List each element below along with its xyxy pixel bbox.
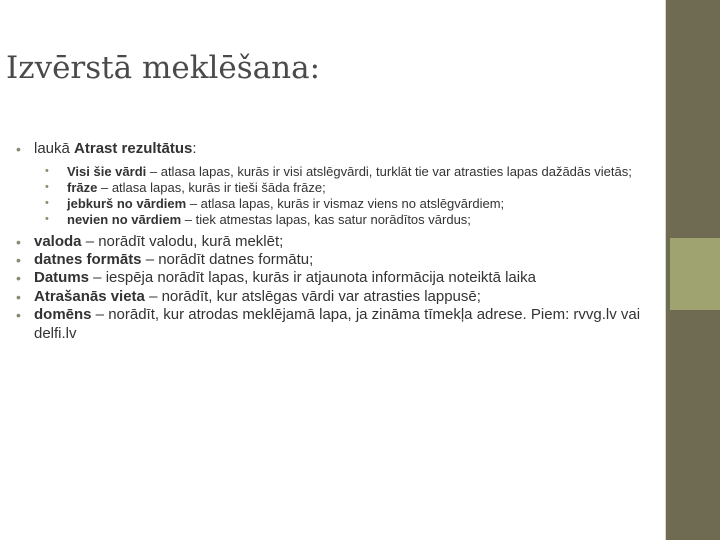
bullet-icon: • [16,270,21,287]
list-item-intro: • laukā Atrast rezultātus: [16,140,197,157]
bullet-icon: • [45,212,49,225]
bullet-icon: • [16,307,21,324]
bullet-icon: • [16,252,21,268]
sub-list-item: • Visi šie vārdi – atlasa lapas, kurās ir visi atslēgvārdi, turklāt tie var atrasties lapas dažādās vietās; [45,164,632,180]
bullet-icon: • [45,197,49,209]
list-item: • datnes formāts – norādīt datnes formātu; [16,251,314,268]
list-item: • domēns – norādīt, kur atrodas meklējamā lapa, ja zināma tīmekļa adrese. Piem: rvvg.lv vai delfi.lv [16,306,641,342]
bullet-icon: • [16,288,21,305]
list-item: • Datums – iespēja norādīt lapas, kurās ir atjaunota informācija noteiktā laika [16,269,536,287]
slide-title: Izvērstā meklēšana: [6,50,321,86]
bullet-icon: • [45,181,49,194]
sub-list-item: • frāze – atlasa lapas, kurās ir tieši šāda frāze; [45,180,326,196]
list-item: • valoda – norādīt valodu, kurā meklēt; [16,232,284,250]
side-band-accent [670,238,720,310]
bullet-icon: • [45,165,49,178]
sub-list-item: • jebkurš no vārdiem – atlasa lapas, kurās ir vismaz viens no atslēgvārdiem; [45,196,505,211]
sub-list-item: • nevien no vārdiem – tiek atmestas lapas, kas satur norādītos vārdus; [45,211,471,227]
bullet-icon: • [16,141,21,157]
slide-content [12,140,652,343]
sub-list [12,164,652,227]
bullet-icon: • [16,233,21,250]
list-item: • Atrašanās vieta – norādīt, kur atslēgas vārdi var atrasties lappusē; [16,287,481,305]
main-list [12,233,652,343]
